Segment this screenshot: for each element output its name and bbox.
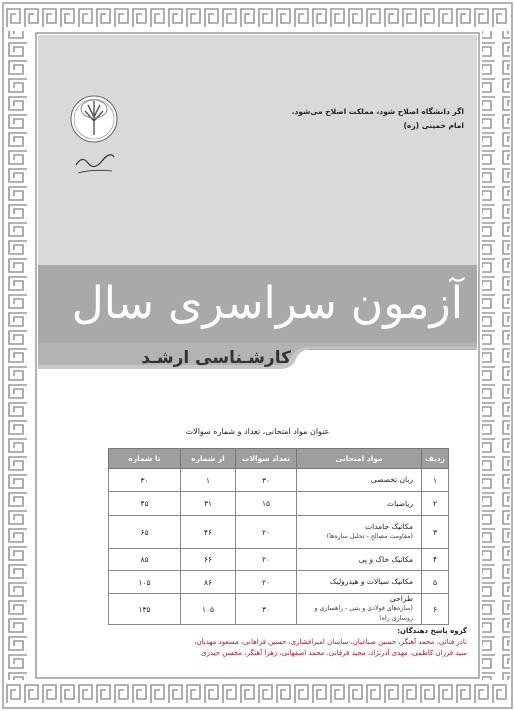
subject-note: (مقاومت مصالح - تحلیل سازه‌ها) [326,533,413,540]
answer-group [48,626,467,659]
subject-name: مکانیک سیالات و هیدرولیک [329,577,413,586]
table-caption: عنوان مواد امتحانی، تعداد و شماره سوالات [185,427,330,436]
subject-name: طراحی [389,594,413,603]
from-number: ۳۱ [181,492,236,516]
table-row [109,469,449,492]
table-header-row [109,449,449,469]
subject-name: ریاضیات [387,498,413,508]
table-row [109,594,449,625]
to-number: ۸۵ [109,549,181,571]
row-number: ۴ [422,549,449,571]
imam-quote [274,105,464,133]
exam-subtitle: کارشـناسی ارشـد [141,348,291,368]
to-number: ۱۳۵ [109,594,181,625]
question-count: ۲۰ [236,571,297,594]
question-count: ۱۵ [236,492,297,516]
from-number: ۸۶ [181,571,236,594]
from-number: ۱ [181,469,236,492]
row-number: ۵ [422,571,449,594]
row-number: ۲ [422,492,449,516]
row-number: ۶ [422,594,449,625]
question-count: ۳۰ [236,469,297,492]
to-number: ۴۵ [109,492,181,516]
answer-group-label: گروه پاسخ دهندگان: [397,627,467,635]
subject-name: زبان تخصصی [370,475,413,484]
subject-note: (سازه‌های فولادی و بتنی - راهسازی و روسازی راه) [314,605,413,622]
from-number: ۴۶ [181,516,236,549]
quote-text: اگر دانشگاه اصلاح شود، مملکت اصلاح می‌شود. [291,107,464,116]
answer-group-members-1: نادر فنائی، محمد آهنگر، حسین صباغیان، ساسان امیرافشاری، حسین فراهانی، مسعود مهدیان، [194,638,467,646]
table-row [109,516,449,549]
subject-name: مکانیک خاک و پی [358,554,413,564]
col-header-to: تا شماره [109,449,181,469]
question-count: ۳۰ [236,594,297,625]
row-number: ۱ [422,469,449,492]
question-count: ۲۰ [236,549,297,571]
table-row [109,492,449,516]
exam-title: آزمون سراسری سال ۱۳۹۱ [71,278,463,403]
col-header-count: تعداد سوالات [236,449,297,469]
question-count: ۲۰ [236,516,297,549]
subject-name: مکانیک جامدات [365,522,413,531]
to-number: ۳۰ [109,469,181,492]
publisher-logo [68,85,120,185]
table-row [109,549,449,571]
from-number: ۱۰۵ [181,594,236,625]
col-header-subject: مواد امتحانی [297,449,422,469]
table-row [109,571,449,594]
row-number: ۳ [422,516,449,549]
answer-group-members-2: سید فرزان کاظمی، مهدی آذرنژاد، مجید فرقانی، محمد اصفهانی، زهرا آهنگر، محسن حیدری [201,649,467,657]
to-number: ۶۵ [109,516,181,549]
from-number: ۶۶ [181,549,236,571]
to-number: ۱۰۵ [109,571,181,594]
col-header-from: از شماره [181,449,236,469]
col-header-row-number: ردیف [422,449,449,469]
quote-author: امام خمینی (ره) [403,121,464,130]
cover-content [38,35,477,676]
subjects-table [108,448,449,625]
